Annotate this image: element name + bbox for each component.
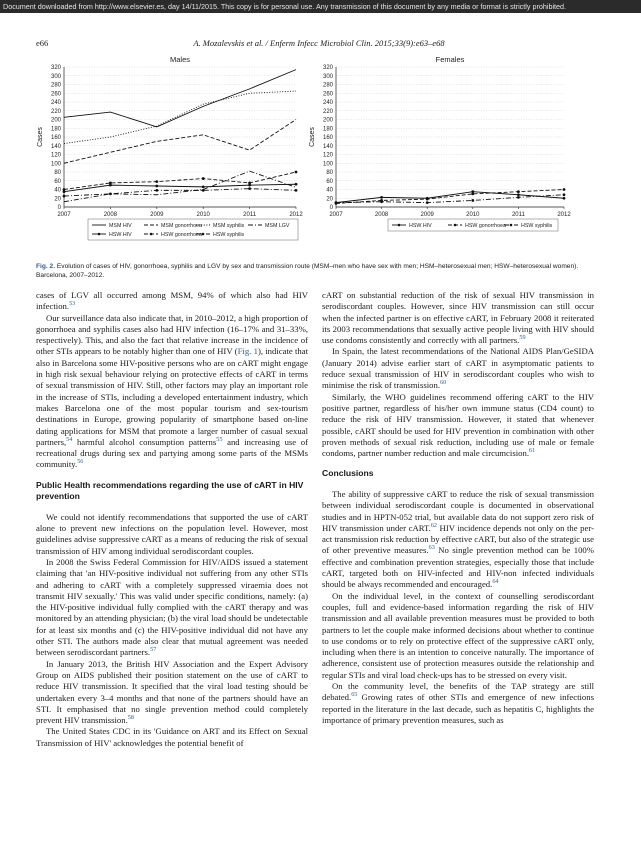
data-point (563, 188, 566, 191)
females-chart (310, 55, 585, 240)
legend-label: HSW gonorrhoea (465, 223, 506, 229)
legend-label: MSM syphilis (213, 223, 245, 229)
legend-label: HSW syphilis (213, 232, 245, 238)
paragraph: Our surveillance data also indicate that, in 2010–2012, a high proportion of gonorrhoea and syphilis cases also had HIV infection (16–17% and 31–33%, respectively). This, and also the fact that relative increase in the incidence of other STIs appears to be notably higher than one of HIV (Fig. 1), indicate that also in Barcelona some HIV-positive persons who are on cART might engage in high risk sexual behaviour relying on protective effects of cART in terms of sexual transmission of HIV. Still, other factors may play an important role in the increase of STIs, including a developed entertainment industry, which makes Barcelona one of the most popular tourism and sex-tourism destinations in Europe, growing popularity of smartphone based on-line dating applications for MSM that promote a larger number of casual sexual partners,$^{54}$ harmful alcohol consumption patterns$^{55}$ and increasing use of recreational drugs during sex and partying among some parts of the MSMs community.$^{56}$ (36, 312, 309, 470)
section-heading: Public Health recommendations regarding the use of cART in HIV prevention (36, 479, 304, 502)
y-tick-label: 120 (50, 152, 61, 159)
y-tick-label: 200 (322, 117, 333, 124)
data-point (517, 193, 520, 196)
y-tick-label: 60 (326, 178, 333, 185)
y-tick-label: 260 (322, 91, 333, 98)
paragraph: In January 2013, the British HIV Association and the Expert Advisory Group on AIDS published their position statement on the use of cART to reduce HIV transmission. It specified that the viral load testing should be undertaken every 3–4 months and that none of the partners should have an STI. It emphasised that no single prevention method could completely prevent HIV transmission.$^{58}$ (36, 658, 308, 726)
y-tick-label: 280 (322, 82, 333, 89)
legend-label: HSW HIV (409, 223, 432, 229)
legend-marker (202, 233, 205, 236)
figure-label: Fig. 2. (36, 263, 56, 270)
paragraph: In Spain, the latest recommendations of the National AIDS Plan/GeSIDA (January 2014) advise earlier start of cART in asymptomatic patients to reduce sexual transmission of HIV in serodiscordant couples who wish to minimise the risk of transmission.$^{60}$ (322, 346, 594, 391)
data-point (335, 201, 338, 204)
x-tick-label: 2011 (243, 212, 257, 218)
x-tick-label: 2010 (196, 212, 210, 218)
reference-link[interactable]: 56 (77, 458, 84, 466)
data-point (380, 196, 383, 199)
right-column (322, 290, 594, 726)
data-point (563, 193, 566, 196)
data-point (63, 188, 66, 191)
males-chart (36, 55, 311, 240)
series-line (64, 184, 296, 191)
legend-label: MSM gonorrhoea (161, 223, 202, 229)
females-chart-svg (310, 55, 585, 240)
y-tick-label: 240 (322, 100, 333, 107)
left-column (36, 290, 308, 749)
x-tick-label: 2008 (374, 212, 389, 218)
legend-marker (510, 224, 513, 227)
y-tick-label: 40 (326, 187, 333, 194)
data-point (248, 187, 251, 190)
legend-marker (98, 233, 101, 236)
paragraph: On the individual level, in the context of counselling serodiscordant couples, full and evidence-based information regarding the risk of HIV transmission and all available prevention measures must be provided to both partners to let the couple make informed decisions about whether to continue to use condoms or to rely on protective effect of the suppressive cART only, including when there is an intention to conceive naturally. The importance of adherence, consistent use of protection measures outside the relationship and regular STIs and viral load check-ups has to be stressed on every visit. (322, 590, 594, 680)
x-tick-label: 2007 (57, 212, 71, 218)
y-tick-label: 300 (322, 73, 333, 80)
y-axis-label: Cases (309, 127, 316, 147)
legend-marker (398, 224, 401, 227)
y-tick-label: 80 (54, 170, 61, 177)
paragraph: We could not identify recommendations that supported the use of cART alone to prevent new infections on the population level. However, most guidelines advise suppressive cART as a means of reducing the risk of sexual transmission of HIV among individual serodiscordant couples. (36, 511, 308, 556)
males-chart-svg (36, 55, 311, 240)
data-point (295, 171, 298, 174)
y-tick-label: 280 (50, 82, 61, 89)
y-tick-label: 100 (50, 161, 61, 168)
y-tick-label: 20 (54, 196, 61, 203)
data-point (517, 190, 520, 193)
x-tick-label: 2011 (511, 212, 525, 218)
x-tick-label: 2012 (557, 212, 571, 218)
y-tick-label: 320 (50, 65, 61, 72)
paragraph: In 2008 the Swiss Federal Commission for HIV/AIDS issued a statement claiming that 'an HIV-positive individual not suffering from any other STIs and adhering to cART with a completely suppressed viraemia does not transmit HIV sexually.' This was valid under specific conditions, namely: (a) the HIV-positive individual fully complied with the cART therapy and was monitored by an attending physician; (b) the viral load should be undetectable for at least six months and (c) the HIV-positive individual did not have any other STI. The authors made also clear that mutual agreement was needed between serodiscordant partners.$^{57}$ (36, 556, 308, 658)
x-tick-label: 2007 (329, 212, 343, 218)
data-point (63, 195, 66, 198)
y-tick-label: 0 (329, 205, 333, 212)
y-tick-label: 180 (322, 126, 333, 133)
y-axis-label: Cases (37, 127, 44, 147)
paragraph: cases of LGV all occurred among MSM, 94% of which also had HIV infection.$^{53}$ (36, 290, 308, 312)
data-point (202, 177, 205, 180)
reference-link[interactable]: 62 (430, 521, 438, 529)
y-tick-label: 100 (322, 161, 333, 168)
x-tick-label: 2008 (103, 212, 118, 218)
series-line (64, 70, 296, 127)
data-point (380, 200, 383, 203)
y-tick-label: 160 (322, 135, 333, 142)
legend-marker (150, 233, 153, 236)
legend-label: HSW syphilis (521, 223, 553, 229)
data-point (109, 182, 112, 185)
y-tick-label: 200 (50, 117, 61, 124)
paragraph: On the community level, the benefits of the TAP strategy are still debated.$^{65}$ Growing rates of other STIs and emergence of new infections reported in the literature in the last decade, such as hepatitis C, highlights the importance of primary prevention measures, such as (322, 681, 594, 725)
reference-link[interactable]: 63 (428, 544, 435, 552)
series-line (64, 189, 296, 196)
series-line (64, 120, 296, 164)
legend-label: HSW HIV (109, 232, 132, 238)
y-tick-label: 80 (326, 170, 333, 177)
data-point (295, 183, 298, 186)
y-tick-label: 220 (322, 108, 333, 115)
y-tick-label: 160 (50, 135, 61, 142)
legend-label: MSM HIV (109, 223, 132, 229)
y-tick-label: 120 (322, 152, 333, 159)
figure-caption-text: Evolution of cases of HIV, gonorrhoea, syphilis and LGV by sex and transmission route (MSM–men who have sex with men; HSM–heterosexual men; HSW–heterosexual women). Barcelona, 2007–2012. (36, 263, 579, 280)
y-tick-label: 220 (50, 108, 61, 115)
y-tick-label: 0 (57, 205, 61, 212)
chart-title: Females (435, 55, 465, 64)
legend-marker (454, 224, 457, 227)
data-point (248, 182, 251, 185)
reference-link[interactable]: 58 (127, 714, 134, 722)
reference-link[interactable]: 59 (519, 334, 526, 342)
reference-link[interactable]: 65 (351, 691, 358, 699)
journal-citation: A. Mozalevskis et al. / Enferm Infecc Microbiol Clin. 2015;33(9):e63–e68 (193, 38, 445, 48)
figure-link[interactable]: Fig. 1 (237, 346, 258, 357)
download-banner: Document downloaded from http://www.elsevier.es, day 14/11/2015. This copy is for personal use. Any transmission of this document by any media or format is strictly prohibited. (0, 0, 641, 13)
reference-link[interactable]: 61 (529, 447, 536, 455)
legend-label: MSM LGV (265, 223, 290, 229)
y-tick-label: 140 (322, 143, 333, 150)
data-point (471, 192, 474, 195)
paragraph: cART on substantial reduction of the risk of sexual HIV transmission in serodiscordant couples. However, since HIV transmission can still occur when the infected partner is on effective cART, in February 2008 it reiterated its 2003 recommendations that sexually active people living with HIV should use condoms consistently and correctly with all partners.$^{59}$ (322, 290, 594, 346)
x-tick-label: 2012 (289, 212, 303, 218)
y-tick-label: 240 (50, 100, 61, 107)
data-point (202, 185, 205, 188)
reference-link[interactable]: 54 (66, 435, 73, 443)
x-tick-label: 2009 (150, 212, 164, 218)
data-point (563, 197, 566, 200)
y-tick-label: 20 (326, 196, 333, 203)
section-heading: Conclusions (322, 468, 374, 479)
x-tick-label: 2010 (466, 212, 480, 218)
figure-caption (36, 262, 602, 281)
paragraph: Similarly, the WHO guidelines recommend offering cART to the HIV positive partner, regardless of his/her own immune status (CD4 count) to reduce the risk of HIV transmission. However, it stated that whenever possible, cART should be used for HIV prevention in combination with other proven methods of sexual risk reduction, including use of male or female condoms, partner number reduction and male circumcision.$^{61}$ (322, 391, 594, 459)
data-point (426, 201, 429, 204)
y-tick-label: 60 (54, 178, 61, 185)
y-tick-label: 260 (50, 91, 61, 98)
series-line (64, 91, 296, 144)
y-tick-label: 180 (50, 126, 61, 133)
chart-title: Males (169, 55, 191, 64)
data-point (426, 198, 429, 201)
y-tick-label: 140 (50, 143, 61, 150)
reference-link[interactable]: 60 (440, 379, 447, 387)
y-tick-label: 320 (322, 65, 333, 72)
paragraph: The ability of suppressive cART to reduce the risk of sexual transmission between individual serodiscordant couple is documented in observational studies and in HPTN-052 trial, but available data do not support zero risk of HIV transmission under cART.$^{62}$ HIV incidence depends not only on the per-act transmission risk reduction by effective cART, but also of the strategic use of other preventive measures.$^{63}$ No single prevention method can be 100% effective and combination prevention strategies, especially those that include cART, targeted both on HIV-infected and HIV-non infected individuals should be always recommended and encouraged.$^{64}$ (322, 488, 595, 590)
paragraph: The United States CDC in its 'Guidance on ART and its Effect on Sexual Transmission of HIV' acknowledges the potential benefit of (36, 726, 308, 748)
data-point (155, 180, 158, 183)
data-point (471, 199, 474, 202)
data-point (155, 185, 158, 188)
data-point (109, 192, 112, 195)
y-tick-label: 300 (50, 73, 61, 80)
data-point (155, 189, 158, 192)
legend-label: HSW gonorrhoea (161, 232, 202, 238)
x-tick-label: 2009 (420, 212, 434, 218)
reference-link[interactable]: 53 (69, 300, 76, 308)
reference-link[interactable]: 64 (492, 578, 499, 586)
data-point (202, 189, 205, 192)
data-point (517, 196, 520, 199)
data-point (295, 189, 298, 192)
reference-link[interactable]: 57 (150, 646, 157, 654)
y-tick-label: 40 (54, 187, 61, 194)
page-number: e66 (36, 38, 49, 48)
reference-link[interactable]: 55 (216, 435, 223, 443)
